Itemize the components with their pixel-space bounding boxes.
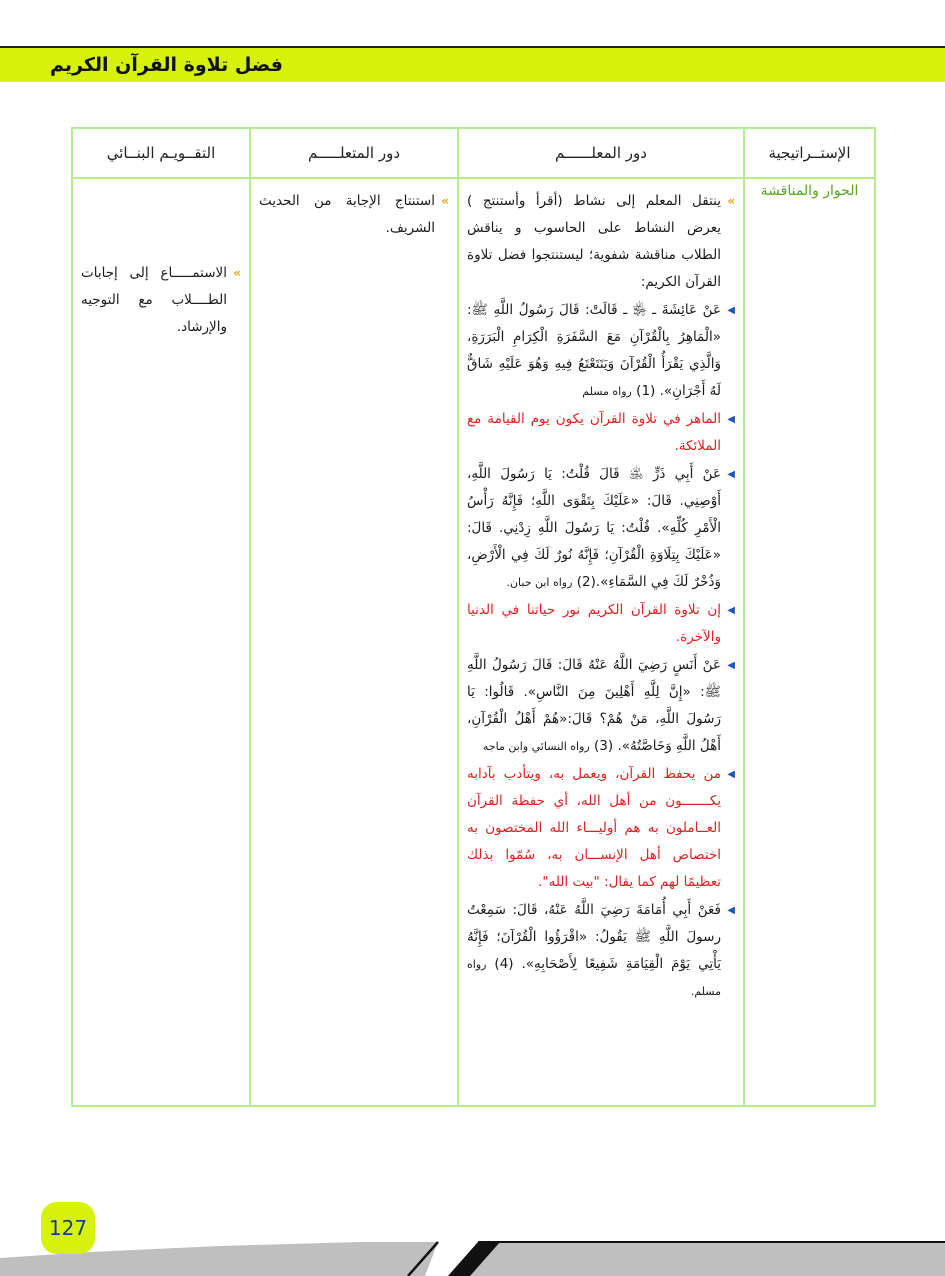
header-strategy: الإستــراتيجية (744, 128, 875, 178)
header-teacher-role: دور المعلــــــم (458, 128, 744, 178)
triangle-bullet-icon: ◀ (727, 660, 735, 671)
header-learner-role: دور المتعلـــــم (250, 128, 458, 178)
hadith-text: عَنْ عَائِشَةَ ـ ﵂ ـ قَالَتْ: قَالَ رَسُولُ اللَّهِ ﷺ: «الْمَاهِرُ بِالْقُرْآنِ مَعَ السَّفَرَةِ الْكِرَامِ الْبَرَرَةِ، وَالَّذِي يَقْرَأُ الْقُرْآنَ وَيَتَتَعْتَعُ فِيهِ وَهُوَ عَلَيْهِ شَاقٌّ لَهُ أَجْرَانِ». (1) (467, 302, 721, 399)
footer-decoration (0, 1236, 945, 1276)
conclusion-text: من يحفظ القرآن، ويعمل به، ويتأدب بآدابه يكـــــــون من أهل الله، أي حفظة القرآن العــاملون به هم أوليـــاء الله المختصون به اختصاص أهل الإنســـان به، سُمّوا بذلك تعظيمًا لهم كما يقال: "بيت الله". (467, 766, 721, 890)
narration-source: رواه مسلم (582, 385, 632, 398)
list-item (467, 652, 735, 760)
list-item (467, 406, 735, 460)
hadith-text: فَعَنْ أَبِي أُمَامَةَ رَضِيَ اللَّهُ عَنْهُ، قَالَ: سَمِعْتُ رسولَ اللَّهِ ﷺ يَقُولُ: «اقْرَؤُوا الْقُرْآنَ؛ فَإِنَّهُ يَأْتِي يَوْمَ الْقِيَامَةِ شَفِيعًا لِأَصْحَابِهِ». (4) (467, 902, 721, 972)
conclusion-text: الماهر في تلاوة القرآن يكون يوم القيامة مع الملائكة. (467, 411, 721, 454)
narration-source: رواه النسائي وابن ماجه (482, 740, 590, 753)
narration-source: رواه مسلم. (467, 958, 721, 998)
chevron-bullet-icon: » (727, 194, 735, 208)
learner-role-cell (250, 178, 458, 1106)
triangle-bullet-icon: ◀ (727, 605, 735, 616)
list-item (467, 761, 735, 896)
list-item (467, 461, 735, 596)
page-number: 127 (41, 1202, 95, 1254)
item-text: ينتقل المعلم إلى نشاط (أقرأ وأستنتج ) يعرض النشاط على الحاسوب و يناقش الطلاب مناقشة شفوية؛ ليستنتجوا فضل تلاوة القرآن الكريم: (467, 193, 721, 290)
chevron-bullet-icon: » (233, 266, 241, 280)
learner-text: استنتاج الإجابة من الحديث الشريف. (259, 193, 435, 236)
triangle-bullet-icon: ◀ (727, 305, 735, 316)
list-item (467, 897, 735, 1005)
teacher-role-cell (458, 178, 744, 1106)
list-item (81, 260, 241, 341)
table-header-row (72, 128, 875, 178)
list-item (467, 297, 735, 405)
strategy-cell (744, 178, 875, 1106)
page-title: فضل تلاوة القرآن الكريم (50, 54, 283, 76)
list-item (467, 597, 735, 651)
lesson-table (71, 127, 876, 1107)
header-evaluation: التقــويـم البنــائي (72, 128, 250, 178)
triangle-bullet-icon: ◀ (727, 414, 735, 425)
triangle-bullet-icon: ◀ (727, 769, 735, 780)
triangle-bullet-icon: ◀ (727, 905, 735, 916)
narration-source: رواه ابن حبان. (506, 576, 573, 589)
hadith-text: عَنْ أَبِي ذَرٍّ ﵁ قَالَ قُلْتُ: يَا رَسُولَ اللَّهِ، أَوْصِنِي. قَالَ: «عَلَيْكَ بِتَقْوَى اللَّهِ؛ فَإِنَّهُ رَأْسُ الْأَمْرِ كُلِّهِ». قُلْتُ: يَا رَسُولَ اللَّهِ زِدْنِي. قَالَ: «عَلَيْكَ بِتِلَاوَةِ الْقُرْآنِ؛ فَإِنَّهُ نُورٌ لَكَ فِي الْأَرْضِ، وَذُخْرٌ لَكَ فِي السَّمَاءِ».(2) (467, 466, 721, 590)
strategy-text: الحوار والمناقشة (760, 183, 859, 199)
conclusion-text: إن تلاوة القرآن الكريم نور حياتنا في الدنيا والآخرة. (467, 602, 721, 645)
chevron-bullet-icon: » (441, 194, 449, 208)
evaluation-text: الاستمـــــاع إلى إجابات الطــــلاب مع التوجيه والإرشاد. (81, 265, 227, 335)
list-item (259, 188, 449, 242)
title-bar (0, 46, 945, 82)
evaluation-cell (72, 178, 250, 1106)
triangle-bullet-icon: ◀ (727, 469, 735, 480)
hadith-text: عَنْ أَنَسٍ رَضِيَ اللَّهُ عَنْهُ قَالَ: قَالَ رَسُولُ اللَّهِ ﷺ: «إِنَّ لِلَّهِ أَهْلِينَ مِنَ النَّاسِ». قَالُوا: يَا رَسُولَ اللَّهِ، مَنْ هُمْ؟ قَالَ:«هُمْ أَهْلُ الْقُرْآنِ، أَهْلُ اللَّهِ وَخَاصَّتُهُ». (3) (467, 657, 721, 754)
list-item (467, 188, 735, 296)
table-row (72, 178, 875, 1106)
